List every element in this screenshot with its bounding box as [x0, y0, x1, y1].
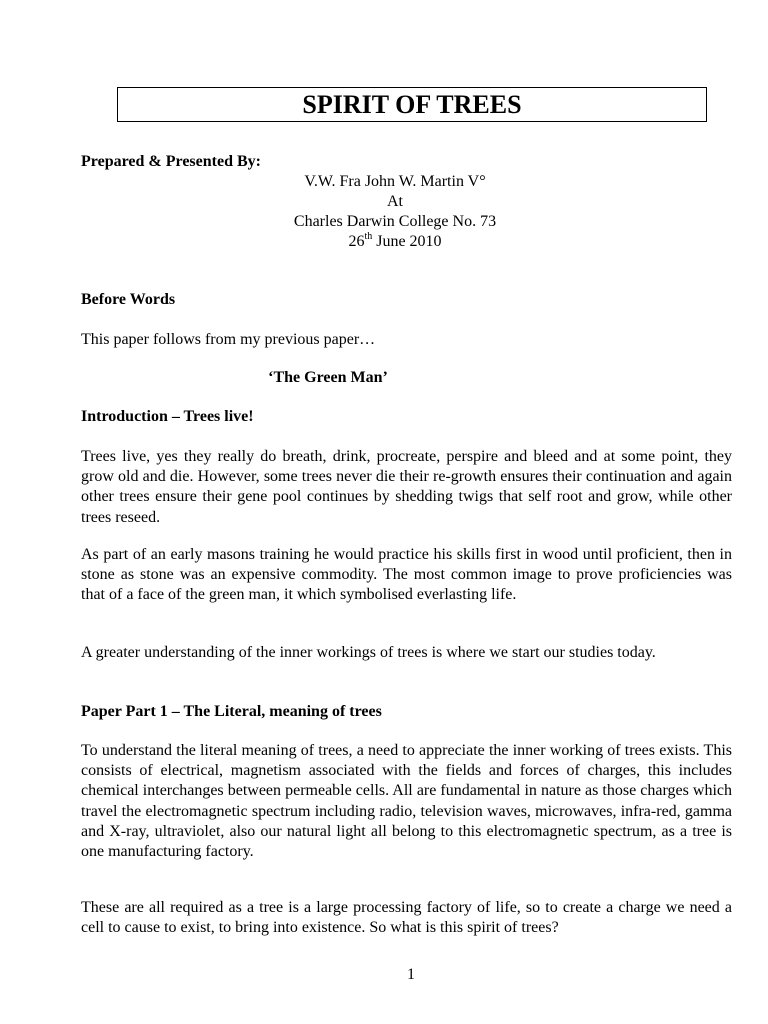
- part1-paragraph-1: To understand the literal meaning of trees, a need to appreciate the inner working of trees exists. This consists of electrical, magnetism associated with the fields and forces of charges, this includes chemical interchanges between permeable cells. All are fundamental in nature as those charges which travel the electromagnetic spectrum including radio, television waves, microwaves, infra-red, gamma and X-ray, ultraviolet, also our natural light all belong to this electromagnetic spectrum, as a tree is one manufacturing factory.: [81, 742, 732, 861]
- introduction-heading: Introduction – Trees live!: [81, 408, 254, 425]
- page-title: SPIRIT OF TREES: [117, 87, 707, 122]
- green-man-quote: ‘The Green Man’: [268, 369, 388, 386]
- introduction-paragraph-3: A greater understanding of the inner workings of trees is where we start our studies today.: [81, 644, 656, 661]
- college-name: Charles Darwin College No. 73: [293, 213, 497, 230]
- author-name: V.W. Fra John W. Martin V°: [304, 173, 486, 190]
- part1-paragraph-2: These are all required as a tree is a large processing factory of life, so to create a charge we need a cell to cause to exist, to bring into existence. So what is this spirit of trees?: [81, 899, 732, 937]
- date-month-year: June 2010: [372, 233, 442, 250]
- introduction-paragraph-2: As part of an early masons training he would practice his skills first in wood until proficient, then in stone as stone was an expensive commodity. The most common image to prove proficiencies was that of a face of the green man, it which symbolised everlasting life.: [81, 546, 732, 604]
- introduction-paragraph-1: Trees live, yes they really do breath, drink, procreate, perspire and bleed and at some point, they grow old and die. However, some trees never die their re-growth ensures their continuation and again other trees ensure their gene pool continues by shedding twigs that self root and grow, while other trees reseed.: [81, 448, 732, 526]
- at-line: At: [387, 193, 403, 210]
- prepared-by-label: Prepared & Presented By:: [81, 153, 261, 170]
- date-day: 26: [348, 233, 365, 250]
- part1-heading: Paper Part 1 – The Literal, meaning of trees: [81, 703, 382, 720]
- page-number: 1: [407, 966, 415, 983]
- presentation-date: [0, 233, 768, 251]
- date-ordinal: th: [364, 231, 373, 242]
- before-words-heading: Before Words: [81, 291, 176, 308]
- before-words-text: This paper follows from my previous paper…: [81, 331, 376, 348]
